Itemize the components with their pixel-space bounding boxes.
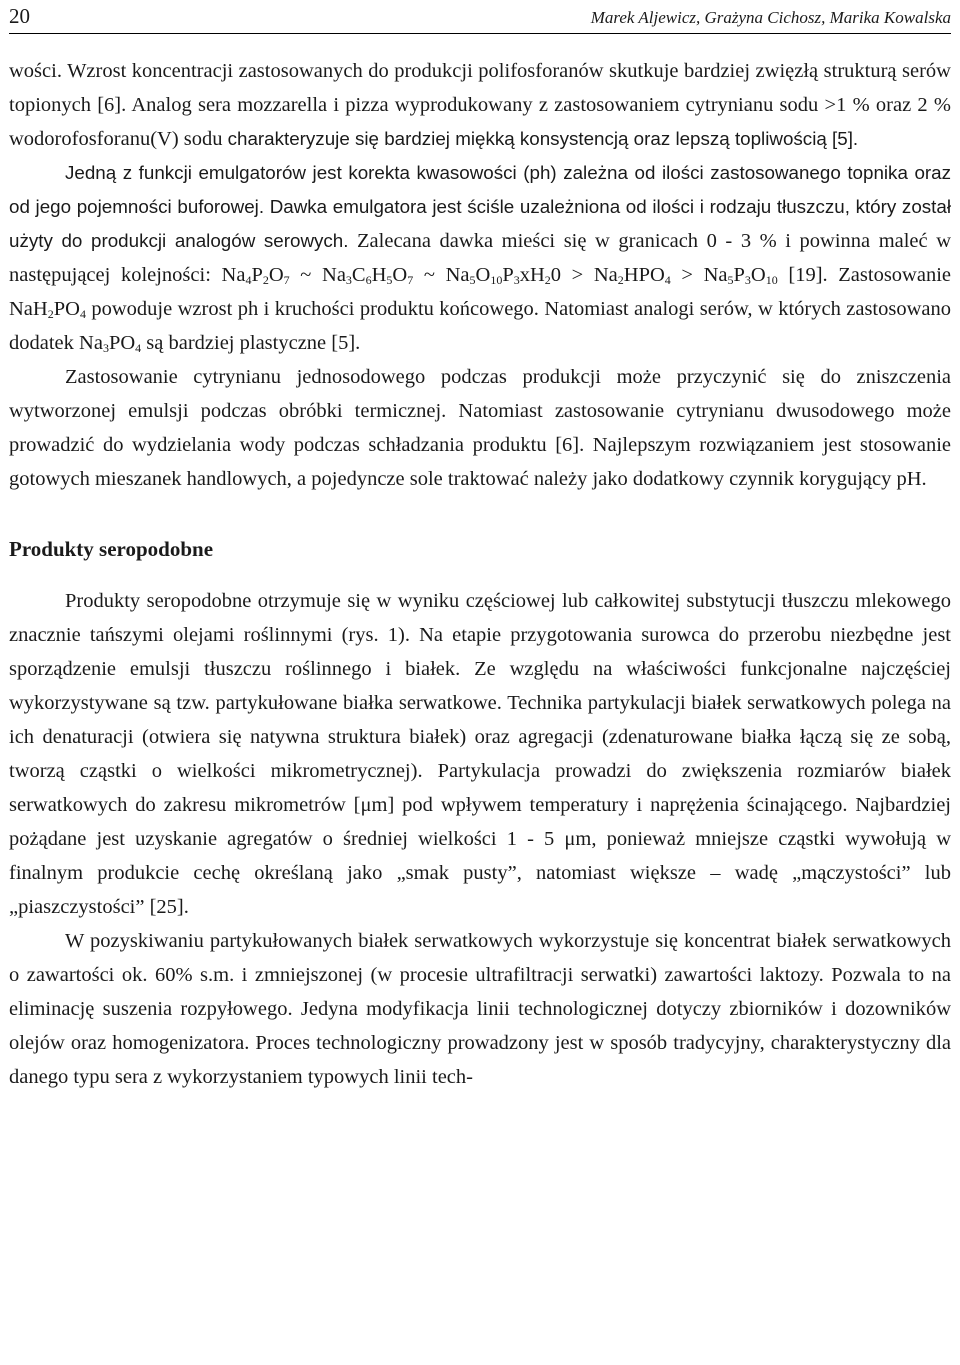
formula-na4p2o7: $Na_4P_2O_7$ xyxy=(221,264,290,287)
running-head xyxy=(9,4,951,32)
formula-na2hpo4: $Na_2HPO_4$ xyxy=(593,264,671,287)
paragraph-2-part-d: powoduje wzrost ph i kruchości produktu końcowego. Natomiast analogi serów, w których zastosowano dodatek xyxy=(9,298,951,354)
paragraph-3: Zastosowanie cytrynianu jednosodowego podczas produkcji może przyczynić się do zniszczenia wytworzonej emulsji podczas obróbki termicznej. Natomiast zastosowanie cytrynianu dwusodowego może prowadzić do wydzielania wody podczas schładzania produktu [6]. Najlepszym rozwiązaniem jest stosowanie gotowych mieszanek handlowych, a pojedyncze sole traktować należy jako dodatkowy czynnik korygujący pH. xyxy=(9,366,951,490)
header-rule xyxy=(9,33,951,34)
formula-na5o10p3xh2o: $Na_5O_{10}P_3xH_20$ xyxy=(445,264,562,287)
running-head-authors: Marek Aljewicz, Grażyna Cichosz, Marika Kowalska xyxy=(590,8,951,27)
paragraph-2-part-b: Zalecana dawka mieści się w granicach 0 - 3 % i powinna maleć w następującej kolejności: xyxy=(9,230,951,286)
paragraph-4: Produkty seropodobne otrzymuje się w wyniku częściowej lub całkowitej substytucji tłuszczu mlekowego znacznie tańszymi olejami roślinnymi (rys. 1). Na etapie przygotowania surowca do przerobu niezbędne jest sporządzenie emulsji tłuszczu roślinnego i białek. Ze względu na właściwości funkcjonalne najczęściej wykorzystywane są tzw. partykułowane białka serwatkowe. Technika partykulacji białek serwatkowych polega na ich denaturacji (otwiera się natywna struktura białek) oraz agregacji (zdenaturowane białka łączą się ze sobą, tworzą cząstki o wielkości mikrometrycznej). Partykulacja prowadzi do zwiększenia rozmiarów białek serwatkowych do zakresu mikrometrów [μm] pod wpływem temperatury i naprężenia ścinającego. Najbardziej pożądane jest uzyskanie agregatów o średniej wielkości 1 - 5 μm, ponieważ mniejsze cząstki wywołują w finalnym produkcie cechę określaną jako „smak pusty”, natomiast większe – wadę „mączystości” lub „piaszczystości” [25]. xyxy=(9,590,951,918)
formula-nah2po4: $NaH_2PO_4$ xyxy=(9,298,86,321)
paragraph-1-part-a: wości. Wzrost koncentracji zastosowanych do produkcji polifosforanów skutkuje bardziej zwięzłą strukturą serów topionych [6]. Analog sera mozzarella i pizza wyprodukowany z zastosowaniem cytrynianu sodu >1 % oraz 2 % wodorofosforanu(V) sodu xyxy=(9,60,951,150)
paragraph-2-part-e: są bardziej plastyczne [5]. xyxy=(141,332,361,354)
paragraph-1 xyxy=(9,54,951,156)
paragraph-1-part-b: charakteryzuje się bardziej miękką konsystencją oraz lepszą topliwością [5]. xyxy=(227,128,859,149)
paragraph-2-part-a: Jedną z funkcji emulgatorów jest korekta kwasowości (ph) zależna od ilości zastosowanego topnika oraz od jego pojemności buforowej. Dawka emulgatora jest ściśle uzależniona od ilości i rodzaju tłuszczu, który został użyty do produkcji analogów serowych. xyxy=(9,162,951,251)
section-heading: Produkty seropodobne xyxy=(9,537,214,561)
article-body xyxy=(9,54,951,1094)
formula-na3c6h5o7: $Na_3C_6H_5O_7$ xyxy=(322,264,414,287)
page-number: 20 xyxy=(9,4,30,28)
paragraph-2: Jedną z funkcji emulgatorów jest korekta kwasowości (ph) zależna od ilości zastosowanego topnika oraz od jego pojemności buforowej. Dawka emulgatora jest ściśle uzależniona od ilości i rodzaju tłuszczu, który został użyty do produkcji analogów serowych. Zalecana dawka mieści się w granicach 0 - 3 % i powinna maleć w następującej kolejności: $Na_4P_2O_7$ ~ $Na_3C_6H_5O_7$ ~ $Na_5O_{10}P_3xH_20 > Na_2HPO_4 > Na_5P_3O_{10}$ [19]. Zastosowanie $NaH_2PO_4$ powoduje wzrost ph i kruchości produktu końcowego. Natomiast analogi serów, w których zastosowano dodatek $Na_3PO_4$ są bardziej plastyczne [5]. xyxy=(9,162,951,355)
formula-na5p3o10: $Na_5P_3O_{10}$ xyxy=(703,264,778,287)
paragraph-5: W pozyskiwaniu partykułowanych białek serwatkowych wykorzystuje się koncentrat białek serwatkowych o zawartości ok. 60% s.m. i zmniejszonej (w procesie ultrafiltracji serwatki) zawartości laktozy. Pozwala to na eliminację suszenia rozpyłowego. Jedyna modyfikacja linii technologicznej dotyczy zbiorników i dozowników olejów oraz homogenizatora. Proces technologiczny prowadzony jest w sposób tradycyjny, charakterystyczny dla danego typu sera z wykorzystaniem typowych linii tech- xyxy=(9,930,951,1088)
formula-na3po4: $Na_3PO_4$ xyxy=(79,332,142,355)
section-heading-block xyxy=(9,532,951,566)
paragraph-2-part-c: [19]. Zastosowanie xyxy=(777,264,951,286)
